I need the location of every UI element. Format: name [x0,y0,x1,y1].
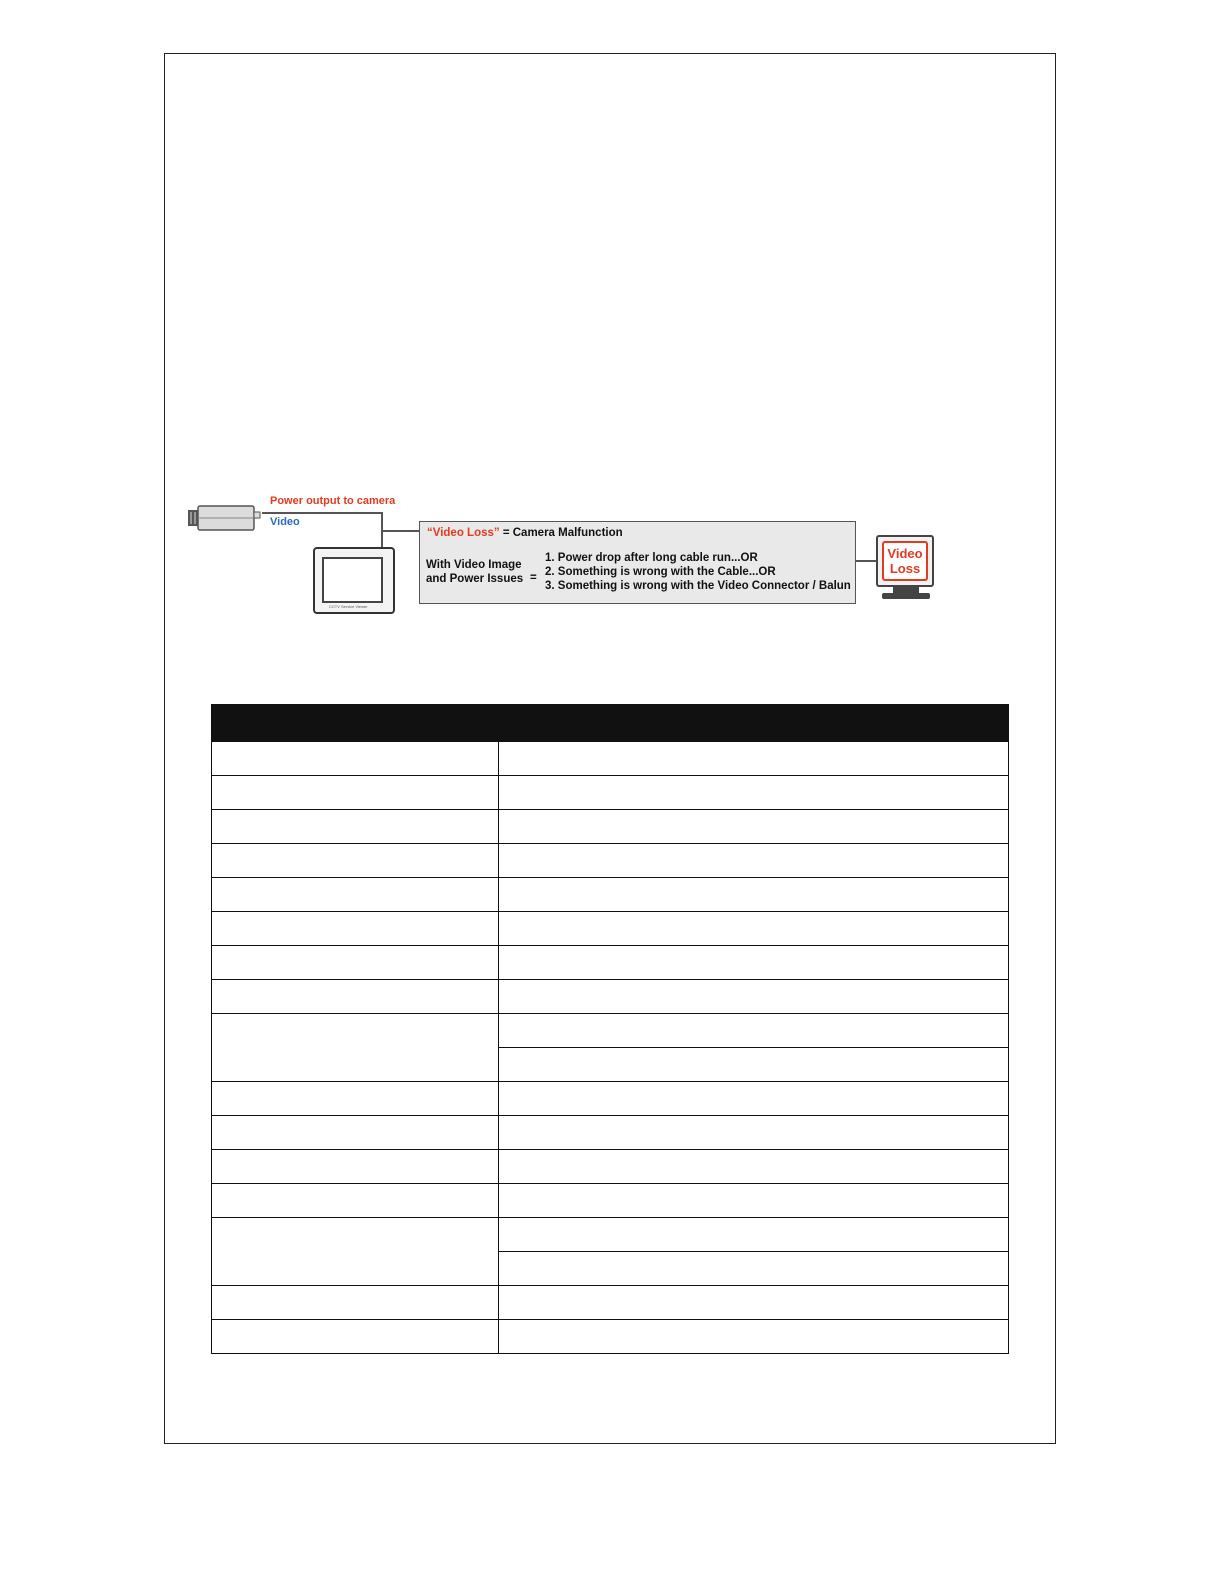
service-viewer-device [313,547,395,614]
table-cell [499,1320,1009,1354]
cause-item: 3. Something is wrong with the Video Connector / Balun [545,580,851,592]
table-cell [212,1286,499,1320]
table-row [212,1116,1009,1150]
table-row [212,1286,1009,1320]
monitor-base [882,593,930,599]
table-cell [499,1184,1009,1218]
table-row [212,1320,1009,1354]
table-header-row [212,705,1009,742]
cause-item: 2. Something is wrong with the Cable...OR [545,566,776,578]
table-cell [212,912,499,946]
power-output-label: Power output to camera [270,495,396,507]
table-cell [499,844,1009,878]
table-cell [499,742,1009,776]
table-cell [499,776,1009,810]
table-cell [212,810,499,844]
monitor-text-line1: Video [887,546,923,561]
table-cell [212,1150,499,1184]
table-cell [212,946,499,980]
table-row [212,980,1009,1014]
spec-table [211,704,1009,1354]
table-cell [212,844,499,878]
table-cell [499,810,1009,844]
camera-malfunction-text: = Camera Malfunction [499,527,623,539]
table-cell [499,1048,1009,1082]
table-cell [212,1014,499,1082]
table-cell [499,878,1009,912]
table-cell [499,1218,1009,1252]
video-loss-line [427,527,623,539]
table-cell [499,980,1009,1014]
table-header-cell [499,705,1009,742]
table-row [212,1082,1009,1116]
viewer-caption: CCTV Service Viewer [329,604,368,609]
monitor-text-line2: Loss [889,561,921,576]
table-row [212,1014,1009,1048]
cause-list [545,551,851,593]
table-cell [212,1184,499,1218]
cable-line [262,512,382,514]
table-row [212,844,1009,878]
cause-item: 1. Power drop after long cable run...OR [545,552,758,564]
table-row [212,878,1009,912]
table-cell [499,1116,1009,1150]
table-cell [499,1252,1009,1286]
power-issues-text: and Power Issues [426,573,524,585]
table-header-cell [212,705,499,742]
table-cell [212,742,499,776]
video-label: Video [270,516,300,528]
table-cell [212,1218,499,1286]
table-cell [212,980,499,1014]
cable-line [856,560,876,562]
viewer-screen [322,557,383,603]
table-row [212,810,1009,844]
video-loss-term: “Video Loss” [427,527,500,539]
with-video-image-text: With Video Image [426,559,522,571]
table-row [212,1184,1009,1218]
monitor-icon [876,535,934,587]
equals-sign: = [530,572,537,584]
camera-icon [188,504,264,534]
table-row [212,1218,1009,1252]
diagnosis-box [419,521,856,604]
video-loss-screen [882,541,928,581]
condition-label [426,558,523,586]
table-row [212,742,1009,776]
table-cell [212,878,499,912]
table-cell [212,1320,499,1354]
table-cell [499,1286,1009,1320]
table-cell [499,1014,1009,1048]
cable-line [381,530,419,532]
table-cell [212,776,499,810]
table-row [212,776,1009,810]
table-row [212,912,1009,946]
table-row [212,1150,1009,1184]
table-cell [499,1082,1009,1116]
table-cell [499,1150,1009,1184]
table-cell [212,1116,499,1150]
table-cell [499,912,1009,946]
table-cell [212,1082,499,1116]
table-cell [499,946,1009,980]
table-row [212,946,1009,980]
